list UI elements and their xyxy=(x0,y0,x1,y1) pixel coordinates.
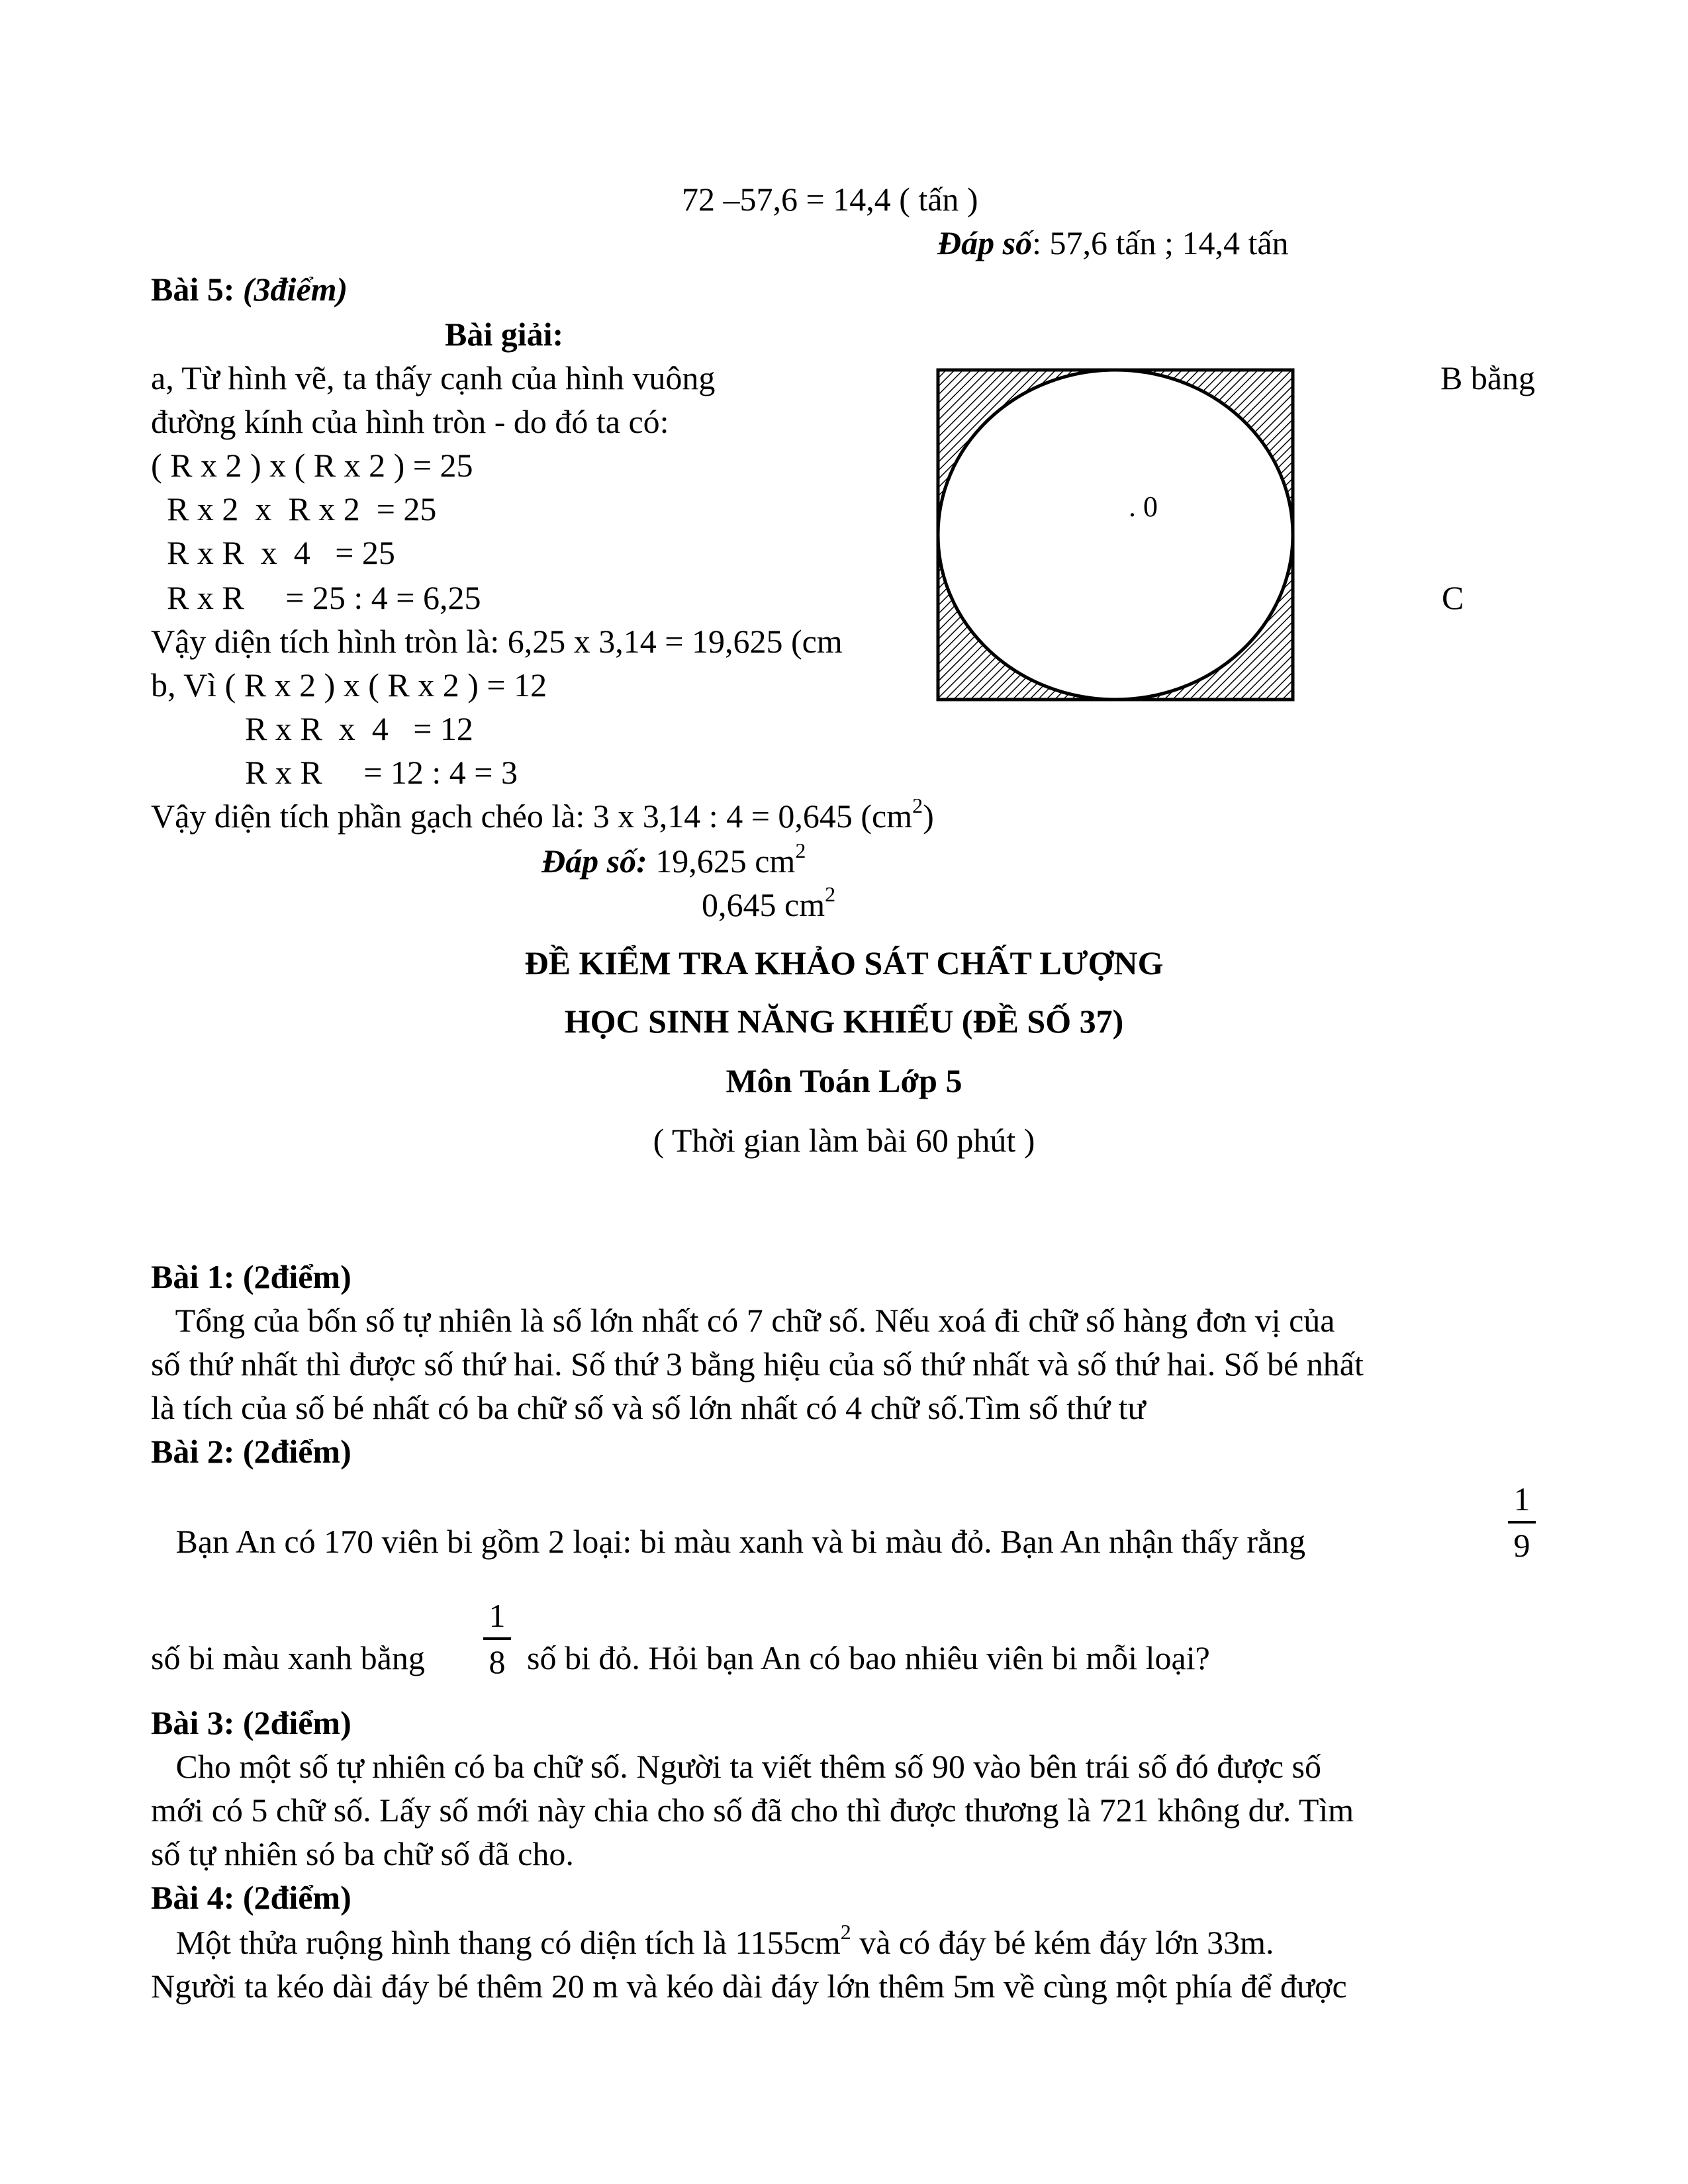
bai2-line-1: Bạn An có 170 viên bi gồm 2 loại: bi màu xanh và bi màu đỏ. Bạn An nhận thấy rằng xyxy=(151,1523,1306,1560)
bai3-heading: Bài 3: (2điểm) xyxy=(151,1704,352,1741)
bai4-line-2: Người ta kéo dài đáy bé thêm 20 m và kéo dài đáy lớn thêm 5m về cùng một phía để được xyxy=(151,1968,1347,2005)
exam-time: ( Thời gian làm bài 60 phút ) xyxy=(653,1122,1035,1159)
equation-3: R x R x 4 = 25 xyxy=(167,534,395,571)
bai1-line-1: Tổng của bốn số tự nhiên là số lớn nhất có 7 chữ số. Nếu xoá đi chữ số hàng đơn vị của xyxy=(151,1302,1335,1339)
unit-exponent: 2 xyxy=(795,839,806,862)
final-answer-2 xyxy=(702,882,836,923)
fraction-denominator: 8 xyxy=(489,1643,506,1680)
fraction-bar xyxy=(483,1637,511,1640)
inscribed-circle xyxy=(938,370,1293,700)
answer-value: : 57,6 tấn ; 14,4 tấn xyxy=(1032,224,1289,261)
fraction-one-eighth xyxy=(481,1599,514,1678)
bai1-line-2: số thứ nhất thì được số thứ hai. Số thứ 3 bằng hiệu của số thứ nhất và số thứ hai. Số bé nhất xyxy=(151,1345,1364,1383)
exam-subject: Môn Toán Lớp 5 xyxy=(726,1062,962,1099)
bai5-title: Bài 5: xyxy=(151,271,235,308)
center-label: . 0 xyxy=(1129,490,1158,523)
area-shaded-text: Vậy diện tích phần gạch chéo là: 3 x 3,14 : 4 = 0,645 (cm xyxy=(151,797,913,835)
answer-line-top xyxy=(937,226,1289,259)
bai5-points: (3điểm) xyxy=(242,271,348,308)
area-shaded-close: ) xyxy=(923,797,934,835)
final-answer-label: Đáp số: xyxy=(541,842,647,880)
answer-label: Đáp số xyxy=(937,224,1033,261)
equation-1: ( R x 2 ) x ( R x 2 ) = 25 xyxy=(151,447,473,484)
bai5-line-a1: a, Từ hình vẽ, ta thấy cạnh của hình vuông xyxy=(151,359,716,396)
bai4-line-1b: và có đáy bé kém đáy lớn 33m. xyxy=(851,1924,1274,1961)
bai3-line-3: số tự nhiên só ba chữ số đã cho. xyxy=(151,1835,574,1872)
unit-exponent: 2 xyxy=(825,882,836,906)
final-answer-1 xyxy=(541,839,806,880)
bai5-line-b1: b, Vì ( R x 2 ) x ( R x 2 ) = 12 xyxy=(151,666,547,704)
final-answer-value-1: 19,625 cm xyxy=(655,842,796,880)
solution-title: Bài giải: xyxy=(445,316,564,353)
fraction-numerator: 1 xyxy=(1513,1480,1530,1518)
equation-5: R x R x 4 = 12 xyxy=(245,710,473,747)
bai3-line-2: mới có 5 chữ số. Lấy số mới này chia cho số đã cho thì được thương là 721 không dư. Tìm xyxy=(151,1792,1354,1829)
bai4-heading: Bài 4: (2điểm) xyxy=(151,1879,352,1916)
fraction-numerator: 1 xyxy=(489,1597,506,1634)
bai4-line-1 xyxy=(151,1920,1274,1961)
calc-line: 72 –57,6 = 14,4 ( tấn ) xyxy=(682,181,978,218)
exam-title-1: ĐỀ KIỂM TRA KHẢO SÁT CHẤT LƯỢNG xyxy=(524,944,1164,981)
equation-2: R x 2 x R x 2 = 25 xyxy=(167,490,437,527)
bai5-heading xyxy=(151,273,348,306)
equation-6: R x R = 12 : 4 = 3 xyxy=(245,754,518,791)
bai2-line-2b: số bi đỏ. Hỏi bạn An có bao nhiêu viên bi mỗi loại? xyxy=(527,1639,1210,1676)
bai1-heading: Bài 1: (2điểm) xyxy=(151,1258,352,1295)
exam-title-2: HỌC SINH NĂNG KHIẾU (ĐỀ SỐ 37) xyxy=(564,1003,1124,1040)
bai2-heading: Bài 2: (2điểm) xyxy=(151,1433,352,1470)
bai4-line-1a: Một thửa ruộng hình thang có diện tích là 1155cm xyxy=(151,1924,841,1961)
area-circle-line: Vậy diện tích hình tròn là: 6,25 x 3,14 = 19,625 (cm xyxy=(151,623,843,660)
fraction-one-ninth xyxy=(1505,1482,1538,1562)
fraction-bar xyxy=(1508,1521,1536,1524)
unit-exponent: 2 xyxy=(912,794,923,817)
label-c: C xyxy=(1442,579,1464,616)
final-answer-value-2: 0,645 cm xyxy=(702,886,825,923)
bai2-line-2a: số bi màu xanh bằng xyxy=(151,1639,425,1676)
fraction-denominator: 9 xyxy=(1513,1527,1530,1564)
bai1-line-3: là tích của số bé nhất có ba chữ số và số lớn nhất có 4 chữ số.Tìm số thứ tư xyxy=(151,1389,1146,1426)
label-b: B bằng xyxy=(1440,359,1536,396)
unit-exponent: 2 xyxy=(840,1920,851,1944)
area-shaded-line xyxy=(151,794,934,835)
square-circle-figure xyxy=(933,365,1297,704)
bai3-line-1: Cho một số tự nhiên có ba chữ số. Người ta viết thêm số 90 vào bên trái số đó được số xyxy=(151,1748,1321,1785)
equation-4: R x R = 25 : 4 = 6,25 xyxy=(167,579,481,616)
bai5-line-a2: đường kính của hình tròn - do đó ta có: xyxy=(151,403,669,440)
